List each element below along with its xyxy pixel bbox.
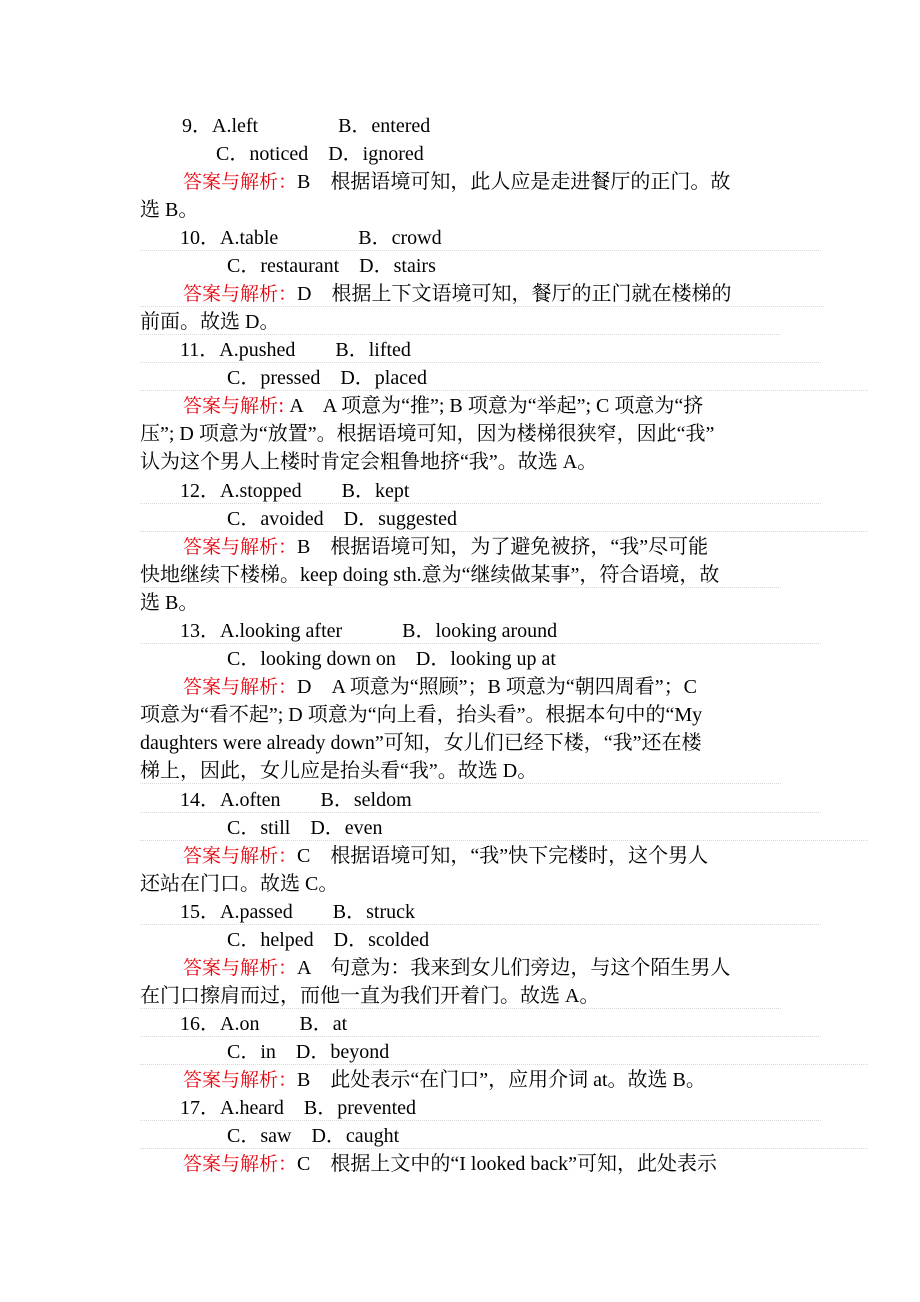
answer-11	[140, 392, 824, 420]
answer-10	[140, 280, 824, 308]
question-16-options: C．in D．beyond	[140, 1038, 868, 1066]
answer-label: 答案与解析：	[183, 283, 298, 305]
answer-label: 答案与解析：	[183, 1069, 298, 1091]
answer-16	[140, 1066, 824, 1094]
answer-17	[140, 1150, 824, 1178]
question-14-options: C．still D．even	[140, 814, 868, 842]
answer-12	[140, 533, 824, 561]
answer-label: 答案与解析：	[183, 957, 298, 979]
question-14: 14．A.often B．seldom	[140, 786, 821, 814]
answer-text: A A 项意为“推”; B 项意为“举起”; C 项意为“挤	[284, 395, 704, 417]
answer-label: 答案与解析：	[183, 536, 298, 558]
answer-11-cont-1: 压”; D 项意为“放置”。根据语境可知，因为楼梯很狭窄，因此“我”	[140, 423, 715, 445]
answer-text: C 根据上文中的“I looked back”可知，此处表示	[297, 1153, 717, 1175]
answer-text: C 根据语境可知，“我”快下完楼时，这个男人	[297, 845, 709, 867]
answer-text: D 根据上下文语境可知，餐厅的正门就在楼梯的	[297, 283, 732, 305]
answer-15	[140, 954, 824, 982]
answer-15-cont: 在门口擦肩而过，而他一直为我们开着门。故选 A。	[140, 982, 781, 1010]
question-12: 12．A.stopped B．kept	[140, 477, 821, 505]
answer-label: 答案与解析：	[183, 845, 298, 867]
answer-14-cont: 还站在门口。故选 C。	[140, 873, 339, 895]
answer-label: 答案与解析：	[183, 676, 298, 698]
answer-label: 答案与解析：	[183, 1153, 298, 1175]
question-15: 15．A.passed B．struck	[140, 898, 821, 926]
question-11-options: C．pressed D．placed	[140, 364, 868, 392]
answer-9-cont: 选 B。	[140, 199, 199, 221]
answer-12-cont-2: 选 B。	[140, 592, 199, 614]
answer-9	[140, 168, 824, 196]
question-11: 11．A.pushed B．lifted	[140, 336, 821, 364]
answer-text: D A 项意为“照顾”；B 项意为“朝四周看”；C	[297, 676, 697, 698]
question-15-options: C．helped D．scolded	[227, 929, 430, 951]
question-13: 13．A.looking after B．looking around	[140, 617, 821, 645]
question-16: 16．A.on B．at	[140, 1010, 821, 1038]
answer-10-cont: 前面。故选 D。	[140, 308, 781, 336]
question-13-options: C．looking down on D．looking up at	[227, 648, 556, 670]
answer-13-cont-3: 梯上，因此，女儿应是抬头看“我”。故选 D。	[140, 757, 781, 785]
answer-11-cont-2: 认为这个男人上楼时肯定会粗鲁地挤“我”。故选 A。	[140, 451, 598, 473]
answer-13-cont-2: daughters were already down”可知，女儿们已经下楼，“我”还在楼	[140, 732, 702, 754]
answer-13	[140, 673, 824, 701]
answer-text: B 根据语境可知，为了避免被挤，“我”尽可能	[297, 536, 709, 558]
answer-12-cont-1: 快地继续下楼梯。keep doing sth.意为“继续做某事”，符合语境，故	[140, 561, 781, 589]
answer-label: 答案与解析：	[183, 171, 298, 193]
question-9-options: C．noticed D．ignored	[216, 143, 424, 165]
question-10-options: C．restaurant D．stairs	[227, 255, 436, 277]
answer-13-cont-1: 项意为“看不起”; D 项意为“向上看，抬头看”。根据本句中的“My	[140, 704, 703, 726]
question-9: 9．A.left B．entered	[182, 115, 431, 137]
question-12-options: C．avoided D．suggested	[140, 505, 868, 533]
question-10: 10．A.table B．crowd	[140, 224, 821, 252]
answer-text: B 此处表示“在门口”，应用介词 at。故选 B。	[297, 1069, 706, 1091]
answer-14	[140, 842, 824, 870]
answer-label: 答案与解析:	[183, 395, 285, 417]
answer-text: B 根据语境可知，此人应是走进餐厅的正门。故	[297, 171, 731, 193]
question-17-options: C．saw D．caught	[140, 1122, 868, 1150]
answer-text: A 句意为：我来到女儿们旁边，与这个陌生男人	[297, 957, 731, 979]
question-17: 17．A.heard B．prevented	[140, 1094, 821, 1122]
